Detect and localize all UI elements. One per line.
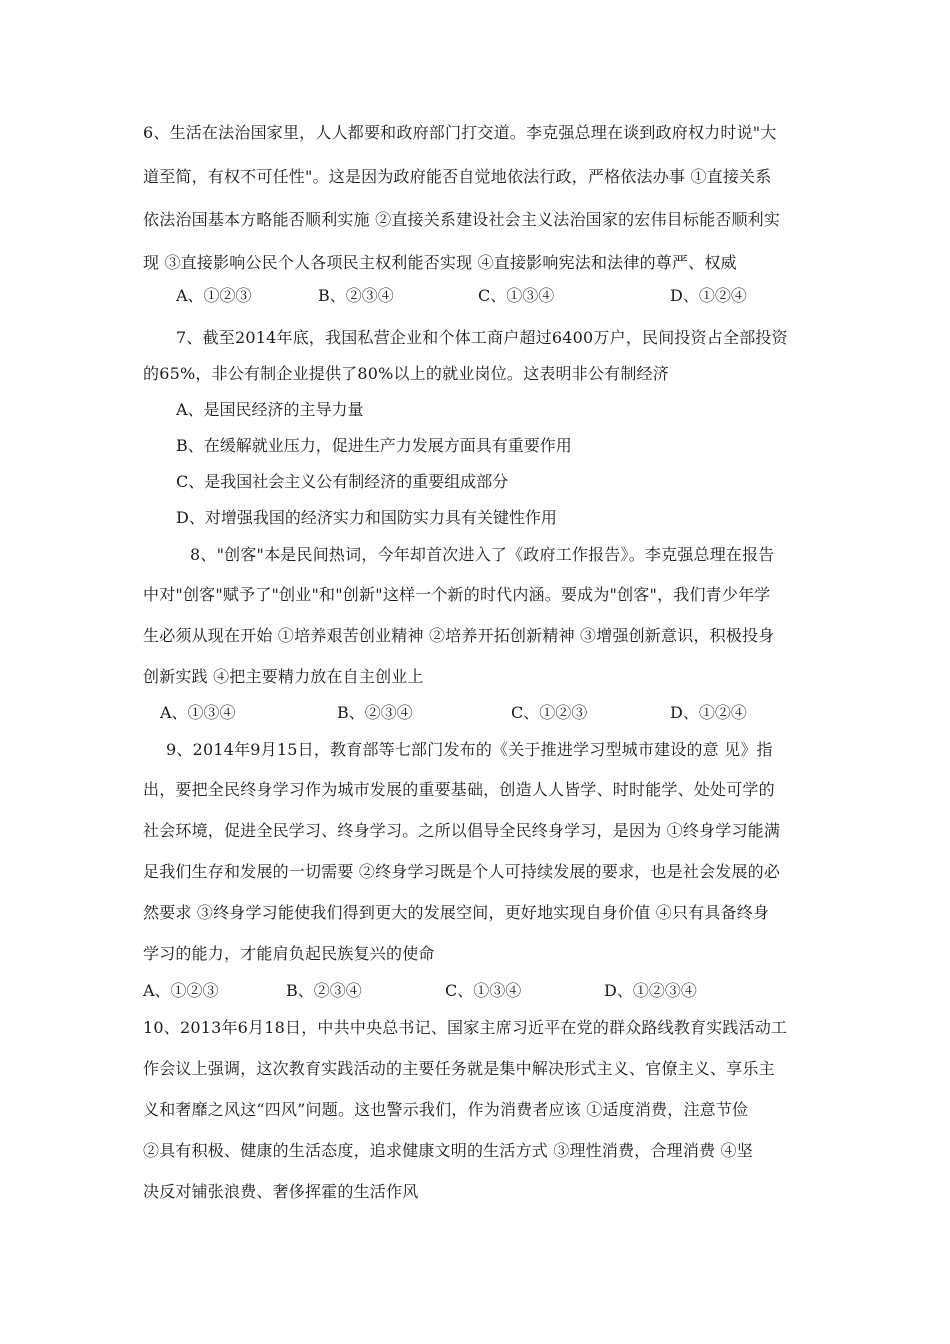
- q10-line-2: 作会议上强调，这次教育实践活动的主要任务就是集中解决形式主义、官僚主义、享乐主: [143, 1059, 775, 1078]
- q6-line-3: 依法治国基本方略能否顺利实施 ②直接关系建设社会主义法治国家的宏伟目标能否顺利实: [143, 210, 781, 229]
- q8-option-d: D、①②④: [670, 703, 747, 722]
- q7-option-c: C、是我国社会主义公有制经济的重要组成部分: [176, 472, 509, 491]
- q9-line-2: 出，要把全民终身学习作为城市发展的重要基础，创造人人皆学、时时能学、处处可学的: [143, 780, 775, 799]
- q6-option-a: A、①②③: [176, 286, 252, 305]
- q9-option-a: A、①②③: [143, 981, 219, 1000]
- q8-line-1: 8、"创客"本是民间热词，今年却首次进入了《政府工作报告》。李克强总理在报告: [190, 545, 775, 564]
- q9-option-c: C、①③④: [445, 981, 522, 1000]
- q6-line-4: 现 ③直接影响公民个人各项民主权利能否实现 ④直接影响宪法和法律的尊严、权威: [143, 253, 737, 272]
- q8-option-a: A、①③④: [160, 703, 236, 722]
- q6-line-1: 6、生活在法治国家里，人人都要和政府部门打交道。李克强总理在谈到政府权力时说"大: [143, 123, 777, 142]
- q6-option-d: D、①②④: [670, 286, 747, 305]
- q7-option-b: B、在缓解就业压力，促进生产力发展方面具有重要作用: [176, 436, 572, 455]
- q9-line-6: 学习的能力，才能肩负起民族复兴的使命: [143, 944, 435, 963]
- q7-line-1: 7、截至2014年底，我国私营企业和个体工商户超过6400万户，民间投资占全部投资: [176, 328, 788, 347]
- q6-line-2: 道至简，有权不可任性"。这是因为政府能否自觉地依法行政，严格依法办事 ①直接关系: [143, 167, 772, 186]
- q10-line-1: 10、2013年6月18日，中共中央总书记、国家主席习近平在党的群众路线教育实践活动工: [143, 1018, 788, 1037]
- q9-option-b: B、②③④: [286, 981, 362, 1000]
- q9-line-5: 然要求 ③终身学习能使我们得到更大的发展空间，更好地实现自身价值 ④只有具备终身: [143, 903, 770, 922]
- q6-option-b: B、②③④: [318, 286, 394, 305]
- q8-line-3: 生必须从现在开始 ①培养艰苦创业精神 ②培养开拓创新精神 ③增强创新意识，积极投身: [143, 626, 775, 645]
- q10-line-4: ②具有积极、健康的生活态度，追求健康文明的生活方式 ③理性消费，合理消费 ④坚: [143, 1141, 753, 1160]
- q9-option-d: D、①②③④: [604, 981, 697, 1000]
- q8-line-4: 创新实践 ④把主要精力放在自主创业上: [143, 667, 424, 686]
- q7-line-2: 的65%，非公有制企业提供了80%以上的就业岗位。这表明非公有制经济: [143, 364, 669, 383]
- q8-line-2: 中对"创客"赋予了"创业"和"创新"这样一个新的时代内涵。要成为"创客"，我们青少年学: [143, 585, 771, 604]
- q9-line-1: 9、2014年9月15日，教育部等七部门发布的《关于推进学习型城市建设的意 见》指: [166, 740, 773, 759]
- q9-line-4: 足我们生存和发展的一切需要 ②终身学习既是个人可持续发展的要求，也是社会发展的必: [143, 862, 781, 881]
- q8-option-b: B、②③④: [337, 703, 413, 722]
- q10-line-3: 义和奢靡之风这“四风”问题。这也警示我们，作为消费者应该 ①适度消费，注意节俭: [143, 1100, 749, 1119]
- q9-line-3: 社会环境，促进全民学习、终身学习。之所以倡导全民终身学习，是因为 ①终身学习能满: [143, 821, 781, 840]
- q7-option-a: A、是国民经济的主导力量: [176, 400, 364, 419]
- q10-line-5: 决反对铺张浪费、奢侈挥霍的生活作风: [143, 1182, 419, 1201]
- q7-option-d: D、对增强我国的经济实力和国防实力具有关键性作用: [176, 508, 557, 527]
- q8-option-c: C、①②③: [511, 703, 588, 722]
- q6-option-c: C、①③④: [478, 286, 555, 305]
